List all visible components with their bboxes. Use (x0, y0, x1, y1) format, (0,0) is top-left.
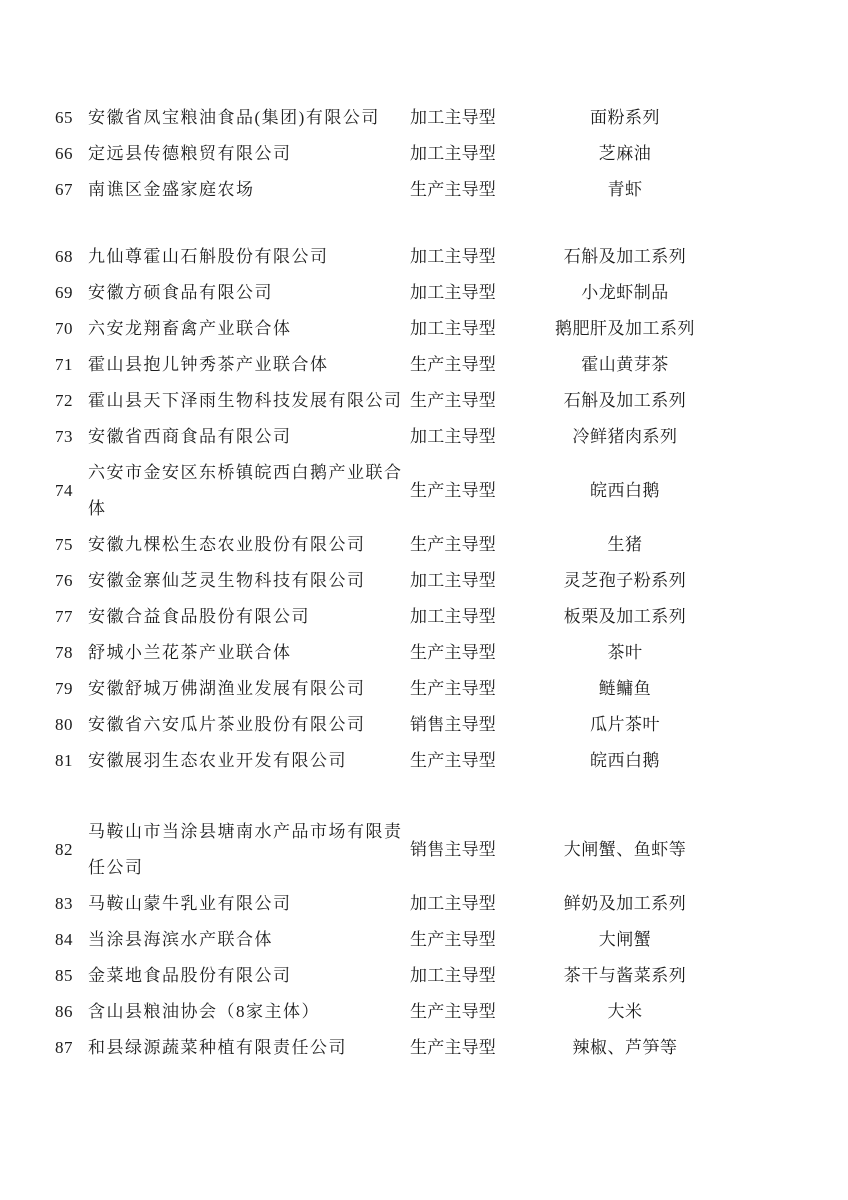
company-name: 安徽省西商食品有限公司 (88, 427, 292, 446)
company-name: 定远县传德粮贸有限公司 (88, 144, 292, 163)
table-row (0, 671, 848, 707)
table-row (0, 455, 848, 527)
table-row (0, 958, 848, 994)
table-row (0, 922, 848, 958)
lead-type-label: 生产主导型 (410, 355, 496, 374)
row-number: 73 (55, 427, 73, 446)
lead-type-label: 加工主导型 (410, 108, 496, 127)
table-row (0, 136, 848, 172)
lead-type-label: 生产主导型 (410, 1038, 496, 1057)
product-label: 冷鲜猪肉系列 (572, 427, 678, 446)
lead-type-label: 加工主导型 (410, 247, 496, 266)
lead-type-label: 销售主导型 (410, 715, 496, 734)
table-row (0, 275, 848, 311)
row-number: 71 (55, 355, 73, 374)
lead-type-label: 生产主导型 (410, 481, 496, 500)
product-label: 小龙虾制品 (581, 283, 669, 302)
lead-type-label: 加工主导型 (410, 607, 496, 626)
company-name: 南谯区金盛家庭农场 (88, 180, 255, 199)
product-label: 茶叶 (607, 643, 643, 662)
table-row (0, 886, 848, 922)
lead-type-label: 加工主导型 (410, 966, 496, 985)
row-number: 80 (55, 715, 73, 734)
company-name: 含山县粮油协会（8家主体） (88, 1002, 320, 1021)
product-label: 辣椒、芦笋等 (572, 1038, 678, 1057)
lead-type-label: 生产主导型 (410, 643, 496, 662)
table-row (0, 383, 848, 419)
table-row (0, 599, 848, 635)
lead-type-label: 生产主导型 (410, 535, 496, 554)
lead-type-label: 生产主导型 (410, 1002, 496, 1021)
row-number: 78 (55, 643, 73, 662)
lead-type-label: 加工主导型 (410, 571, 496, 590)
product-label: 板栗及加工系列 (563, 607, 687, 626)
row-number: 87 (55, 1038, 73, 1057)
table-row (0, 172, 848, 208)
table-row (0, 527, 848, 563)
company-name: 安徽九棵松生态农业股份有限公司 (88, 535, 366, 554)
table-row (0, 100, 848, 136)
company-name: 金菜地食品股份有限公司 (88, 966, 292, 985)
company-name: 舒城小兰花茶产业联合体 (88, 643, 292, 662)
product-label: 鹅肥肝及加工系列 (555, 319, 695, 338)
lead-type-label: 加工主导型 (410, 283, 496, 302)
product-label: 瓜片茶叶 (590, 715, 660, 734)
row-number: 85 (55, 966, 73, 985)
product-label: 芝麻油 (598, 144, 652, 163)
lead-type-label: 销售主导型 (410, 840, 496, 859)
lead-type-label: 生产主导型 (410, 391, 496, 410)
table-row (0, 1030, 848, 1066)
table-row (0, 311, 848, 347)
company-table (0, 100, 848, 1066)
company-name: 安徽省六安瓜片茶业股份有限公司 (88, 715, 366, 734)
row-number: 68 (55, 247, 73, 266)
row-number: 77 (55, 607, 73, 626)
row-number: 69 (55, 283, 73, 302)
lead-type-label: 生产主导型 (410, 180, 496, 199)
table-row (0, 419, 848, 455)
table-row (0, 743, 848, 779)
row-number: 83 (55, 894, 73, 913)
row-number: 74 (55, 481, 73, 500)
product-label: 鲜奶及加工系列 (563, 894, 687, 913)
lead-type-label: 加工主导型 (410, 144, 496, 163)
row-number: 65 (55, 108, 73, 127)
product-label: 大米 (607, 1002, 643, 1021)
company-name: 安徽展羽生态农业开发有限公司 (88, 751, 347, 770)
company-name: 和县绿源蔬菜种植有限责任公司 (88, 1038, 347, 1057)
lead-type-label: 加工主导型 (410, 427, 496, 446)
company-name: 安徽省凤宝粮油食品(集团)有限公司 (88, 108, 380, 127)
table-row (0, 707, 848, 743)
product-label: 茶干与酱菜系列 (563, 966, 687, 985)
product-label: 皖西白鹅 (590, 481, 660, 500)
table-row (0, 347, 848, 383)
product-label: 大闸蟹、鱼虾等 (563, 840, 687, 859)
table-row (0, 239, 848, 275)
lead-type-label: 生产主导型 (410, 679, 496, 698)
company-name: 六安龙翔畜禽产业联合体 (88, 319, 292, 338)
table-row (0, 635, 848, 671)
company-name: 马鞍山蒙牛乳业有限公司 (88, 894, 292, 913)
row-number: 81 (55, 751, 73, 770)
product-label: 大闸蟹 (598, 930, 652, 949)
product-label: 青虾 (607, 180, 643, 199)
product-label: 皖西白鹅 (590, 751, 660, 770)
row-number: 70 (55, 319, 73, 338)
row-number: 72 (55, 391, 73, 410)
company-name: 霍山县天下泽雨生物科技发展有限公司 (88, 391, 403, 410)
lead-type-label: 生产主导型 (410, 751, 496, 770)
row-number: 84 (55, 930, 73, 949)
table-row (0, 814, 848, 886)
company-name: 当涂县海滨水产联合体 (88, 930, 273, 949)
product-label: 生猪 (607, 535, 643, 554)
lead-type-label: 加工主导型 (410, 894, 496, 913)
table-row (0, 563, 848, 599)
lead-type-label: 生产主导型 (410, 930, 496, 949)
row-number: 82 (55, 840, 73, 859)
company-name: 安徽方硕食品有限公司 (88, 283, 273, 302)
company-name: 六安市金安区东桥镇皖西白鹅产业联合体 (88, 463, 403, 518)
product-label: 鲢鳙鱼 (598, 679, 652, 698)
lead-type-label: 加工主导型 (410, 319, 496, 338)
row-number: 79 (55, 679, 73, 698)
table-row (0, 994, 848, 1030)
row-number: 86 (55, 1002, 73, 1021)
company-name: 安徽舒城万佛湖渔业发展有限公司 (88, 679, 366, 698)
company-name: 九仙尊霍山石斛股份有限公司 (88, 247, 329, 266)
company-name: 安徽合益食品股份有限公司 (88, 607, 310, 626)
company-name: 霍山县抱儿钟秀茶产业联合体 (88, 355, 329, 374)
product-label: 霍山黄芽茶 (581, 355, 669, 374)
product-label: 面粉系列 (590, 108, 660, 127)
company-name: 安徽金寨仙芝灵生物科技有限公司 (88, 571, 366, 590)
row-number: 76 (55, 571, 73, 590)
row-number: 67 (55, 180, 73, 199)
product-label: 石斛及加工系列 (563, 247, 687, 266)
row-number: 75 (55, 535, 73, 554)
company-name: 马鞍山市当涂县塘南水产品市场有限责任公司 (88, 822, 403, 877)
row-number: 66 (55, 144, 73, 163)
product-label: 灵芝孢子粉系列 (563, 571, 687, 590)
product-label: 石斛及加工系列 (563, 391, 687, 410)
